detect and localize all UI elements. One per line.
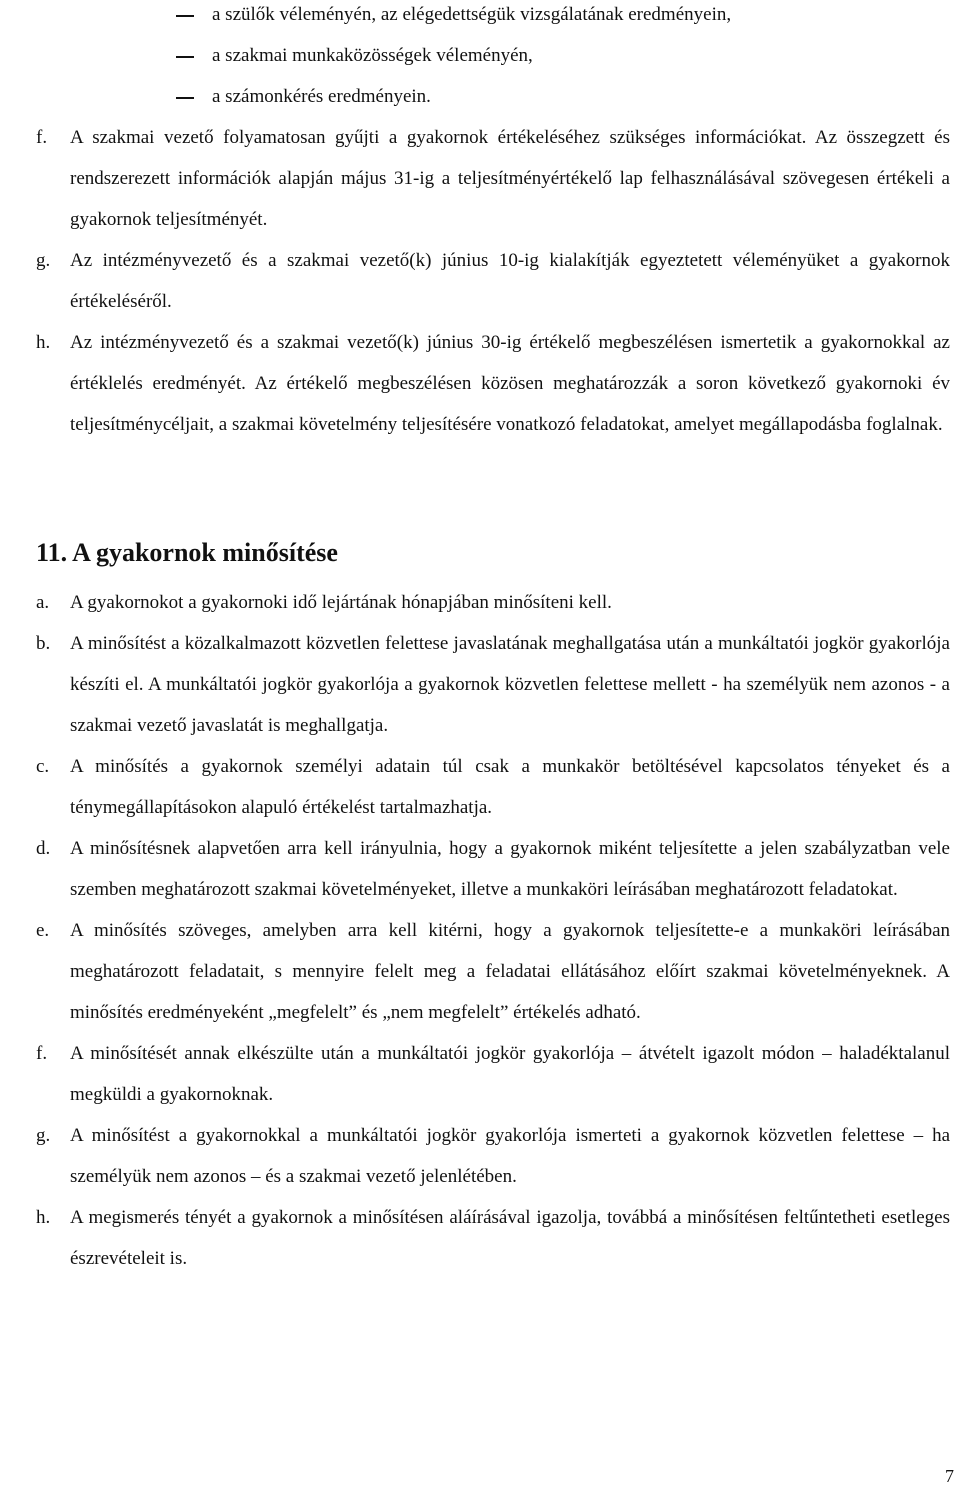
list-item	[36, 240, 950, 322]
item-label: a.	[36, 592, 50, 613]
item-text: A minősítését annak elkészülte után a munkáltatói jogkör gyakorlója – átvételt igazolt módon – haladéktalanul megküldi a gyakornoknak.	[70, 1043, 950, 1105]
item-label: f.	[36, 1043, 48, 1064]
item-label: h.	[36, 1207, 51, 1228]
list-item	[36, 1197, 950, 1279]
bullet-text: a szülők véleményén, az elégedettségük vizsgálatának eredményein,	[212, 4, 732, 25]
list-section-bottom	[36, 582, 950, 1279]
item-text: A gyakornokot a gyakornoki idő lejártának hónapjában minősíteni kell.	[70, 592, 612, 613]
item-text: Az intézményvezető és a szakmai vezető(k) június 10-ig kialakítják egyeztetett véleményüket a gyakornok értékeléséről.	[70, 250, 950, 312]
list-item	[36, 746, 950, 828]
list-section-top	[36, 117, 950, 445]
item-text: A szakmai vezető folyamatosan gyűjti a gyakornok értékeléséhez szükséges információkat. Az összegzett és rendszerezett információk alapján május 31-ig a teljesítményértékelő lap felhasználásával szövegesen értékeli a gyakornok teljesítményét.	[70, 127, 950, 230]
list-item	[36, 623, 950, 746]
item-text: A minősítésnek alapvetően arra kell irányulnia, hogy a gyakornok miként teljesítette a jelen szabályzatban vele szemben meghatározott szakmai követelményeket, illetve a munkaköri leírásában meghatározott feladatokat.	[70, 838, 950, 900]
item-label: e.	[36, 920, 50, 941]
item-text: A megismerés tényét a gyakornok a minősítésen aláírásával igazolja, továbbá a minősítésen feltűntetheti esetleges észrevételeit is.	[70, 1207, 950, 1269]
list-item	[36, 582, 950, 623]
item-label: d.	[36, 838, 51, 859]
item-text: A minősítés szöveges, amelyben arra kell kitérni, hogy a gyakornok teljesítette-e a munkaköri leírásában meghatározott feladatait, s mennyire felelt meg a feladatai ellátásához előírt szakmai követelményeknek. A minősítés eredményeként „megfelelt” és „nem megfelelt” értékelés adható.	[70, 920, 950, 1023]
item-label: g.	[36, 250, 51, 271]
bullet-text: a szakmai munkaközösségek véleményén,	[212, 45, 533, 66]
list-item	[36, 828, 950, 910]
item-label: g.	[36, 1125, 51, 1146]
section-heading: 11. A gyakornok minősítése	[36, 538, 338, 567]
item-label: c.	[36, 756, 50, 777]
item-label: b.	[36, 633, 51, 654]
dash-marker	[176, 97, 194, 99]
item-text: A minősítés a gyakornok személyi adatain túl csak a munkakör betöltésével kapcsolatos tényeket és a ténymegállapításokon alapuló értékelést tartalmazhatja.	[70, 756, 950, 818]
bullet-text: a számonkérés eredményein.	[212, 86, 431, 107]
item-text: A minősítést a gyakornokkal a munkáltatói jogkör gyakorlója ismerteti a gyakornok közvetlen felettese – ha személyük nem azonos – és a szakmai vezető jelenlétében.	[70, 1125, 950, 1187]
item-label: h.	[36, 332, 51, 353]
list-item	[36, 117, 950, 240]
item-label: f.	[36, 127, 48, 148]
item-text: A minősítést a közalkalmazott közvetlen felettese javaslatának meghallgatása után a munkáltatói jogkör gyakorlója készíti el. A munkáltatói jogkör gyakorlója a gyakornok közvetlen felettese mellett - ha személyük nem azonos - a szakmai vezető javaslatát is meghallgatja.	[70, 633, 950, 736]
dash-marker	[176, 56, 194, 58]
page-number: 7	[945, 1466, 954, 1486]
dash-marker	[176, 15, 194, 17]
list-item	[36, 1033, 950, 1115]
list-item	[36, 910, 950, 1033]
list-item	[36, 1115, 950, 1197]
list-item	[36, 322, 950, 445]
item-text: Az intézményvezető és a szakmai vezető(k) június 30-ig értékelő megbeszélésen ismertetik a gyakornokkal az értéklelés eredményét. Az értékelő megbeszélésen közösen meghatározzák a soron következő gyakornoki év teljesítménycéljait, a szakmai követelmény teljesítésére vonatkozó feladatokat, amelyet megállapodásba foglalnak.	[70, 332, 950, 435]
